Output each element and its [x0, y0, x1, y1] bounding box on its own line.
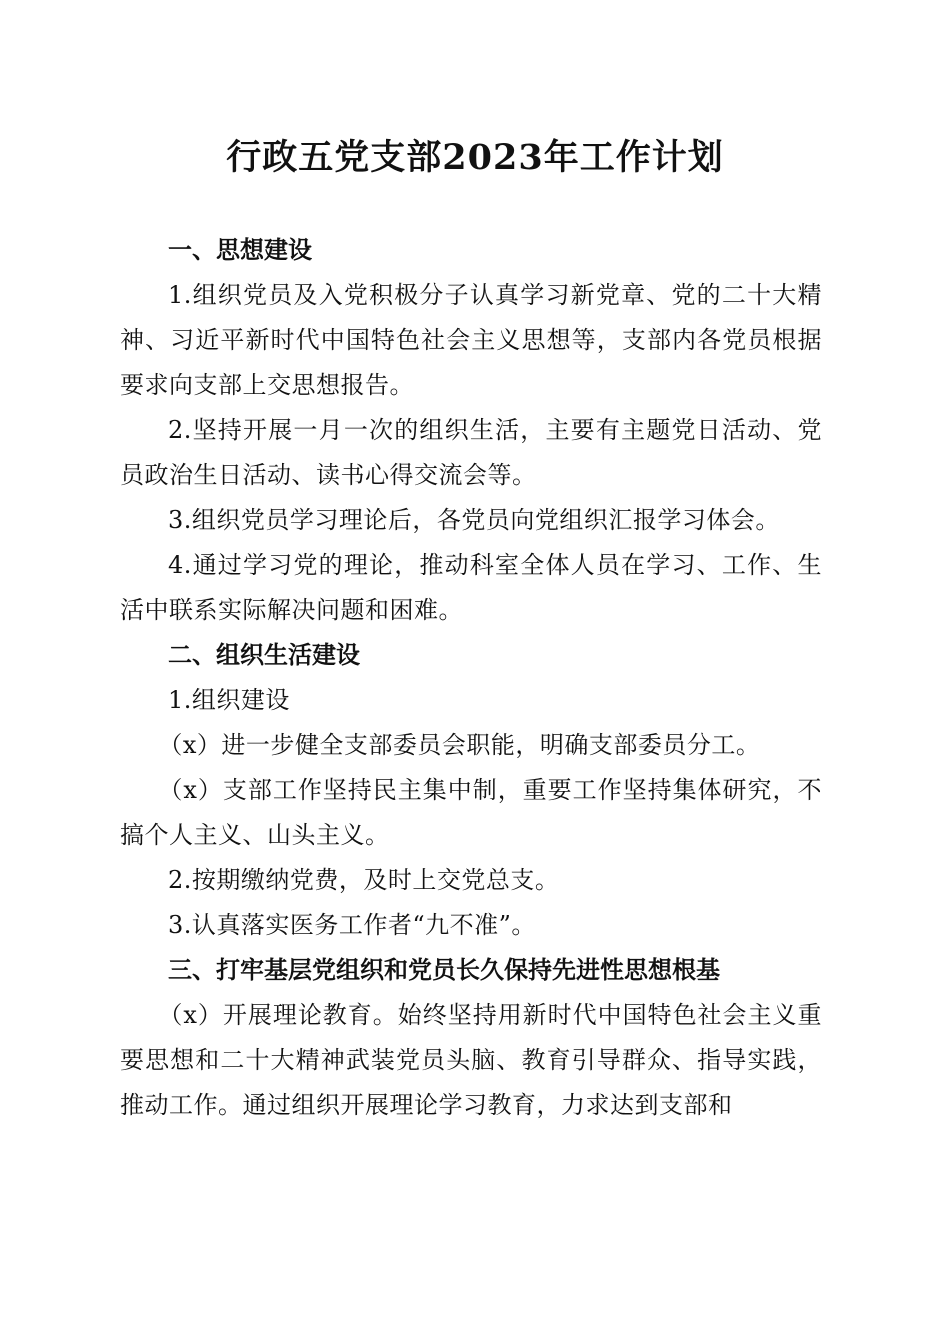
paragraph: 2.按期缴纳党费，及时上交党总支。 [168, 866, 560, 894]
section-heading-3: 三、打牢基层党组织和党员长久保持先进性思想根基 [168, 956, 720, 984]
document-body [120, 228, 822, 1128]
paragraph: 1.组织党员及入党积极分子认真学习新党章、党的二十大精神、习近平新时代中国特色社会主义思想等，支部内各党员根据要求向支部上交思想报告。 [120, 281, 822, 399]
document-title: 行政五党支部2023年工作计划 [226, 137, 724, 178]
section-heading-2: 二、组织生活建设 [168, 641, 360, 669]
paragraph: 3.组织党员学习理论后，各党员向党组织汇报学习体会。 [168, 506, 780, 534]
paragraph: 1.组织建设 [168, 686, 290, 714]
paragraph: 3.认真落实医务工作者“九不准”。 [168, 911, 536, 939]
paragraph: （x）开展理论教育。始终坚持用新时代中国特色社会主义重要思想和二十大精神武装党员头脑、教育引导群众、指导实践，推动工作。通过组织开展理论学习教育，力求达到支部和 [120, 1001, 822, 1119]
section-heading-1: 一、思想建设 [168, 236, 312, 264]
paragraph: 4.通过学习党的理论，推动科室全体人员在学习、工作、生活中联系实际解决问题和困难。 [120, 551, 822, 624]
paragraph: 2.坚持开展一月一次的组织生活，主要有主题党日活动、党员政治生日活动、读书心得交流会等。 [120, 416, 822, 489]
paragraph: （x）进一步健全支部委员会职能，明确支部委员分工。 [158, 731, 761, 759]
paragraph: （x）支部工作坚持民主集中制，重要工作坚持集体研究，不搞个人主义、山头主义。 [120, 776, 822, 849]
